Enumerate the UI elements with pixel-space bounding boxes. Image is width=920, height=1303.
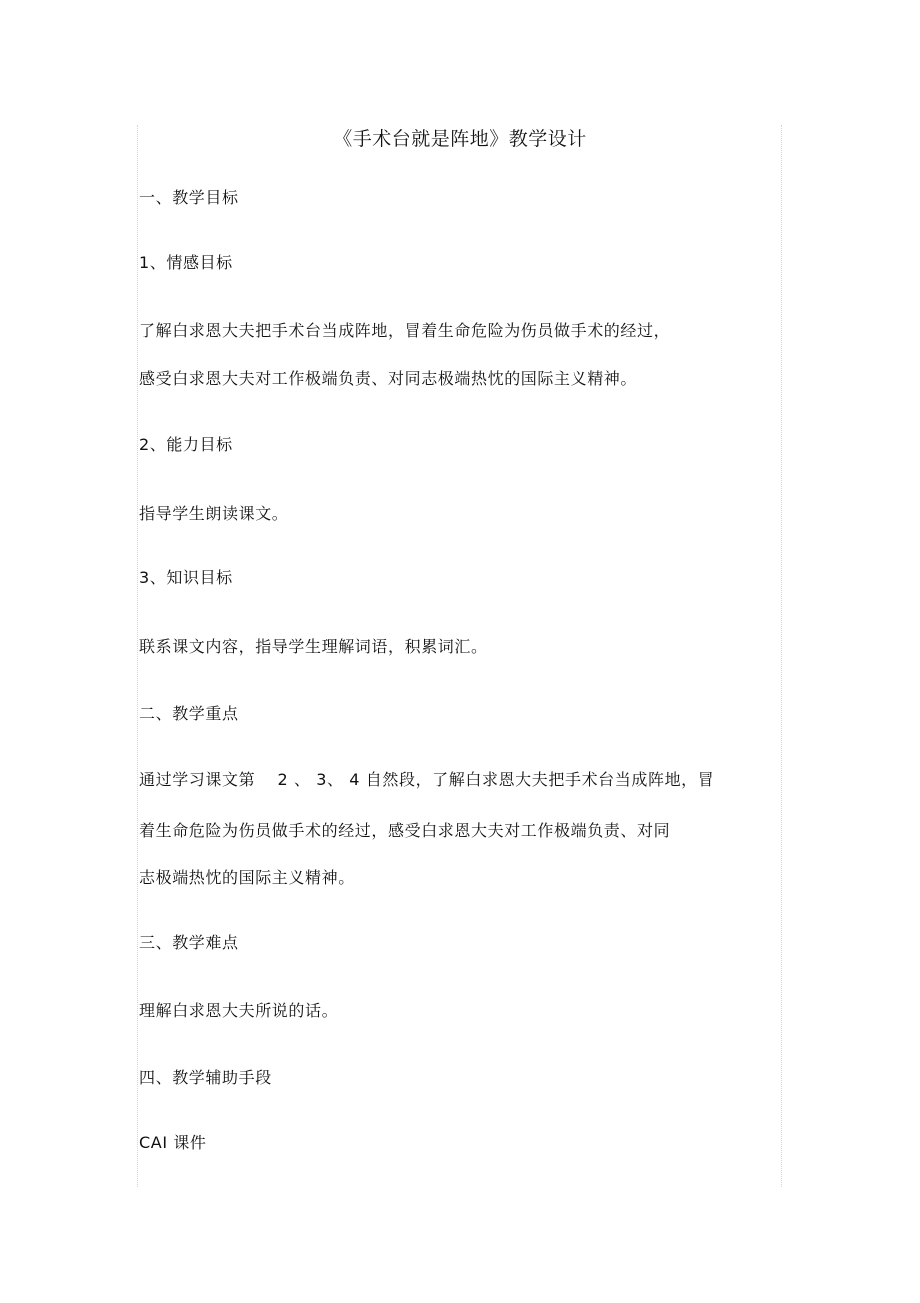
- section-heading-teaching-aids: 四、教学辅助手段: [139, 1068, 272, 1087]
- paragraph-line: 通过学习课文第 2 、 3、 4 自然段，了解白求恩大夫把手术台当成阵地，冒: [139, 770, 715, 789]
- document-title: 《手术台就是阵地》教学设计: [333, 128, 587, 150]
- subheading-emotional-goal: 1、情感目标: [139, 253, 233, 272]
- paragraph-line: 联系课文内容，指导学生理解词语，积累词汇。: [139, 637, 488, 656]
- paragraph-line: CAI 课件: [139, 1133, 207, 1152]
- section-heading-objectives: 一、教学目标: [139, 188, 239, 207]
- left-margin-guide: [137, 125, 138, 1187]
- paragraph-line: 了解白求恩大夫把手术台当成阵地，冒着生命危险为伤员做手术的经过，: [139, 321, 671, 340]
- paragraph-line: 志极端热忱的国际主义精神。: [139, 868, 355, 887]
- subheading-ability-goal: 2、能力目标: [139, 435, 233, 454]
- right-margin-guide: [781, 125, 782, 1187]
- paragraph-line: 理解白求恩大夫所说的话。: [139, 1001, 339, 1020]
- paragraph-line: 指导学生朗读课文。: [139, 504, 289, 523]
- section-heading-difficulties: 三、教学难点: [139, 933, 239, 952]
- section-heading-key-points: 二、教学重点: [139, 704, 239, 723]
- subheading-knowledge-goal: 3、知识目标: [139, 568, 233, 587]
- paragraph-line: 着生命危险为伤员做手术的经过，感受白求恩大夫对工作极端负责、对同: [139, 821, 671, 840]
- paragraph-line: 感受白求恩大夫对工作极端负责、对同志极端热忱的国际主义精神。: [139, 369, 638, 388]
